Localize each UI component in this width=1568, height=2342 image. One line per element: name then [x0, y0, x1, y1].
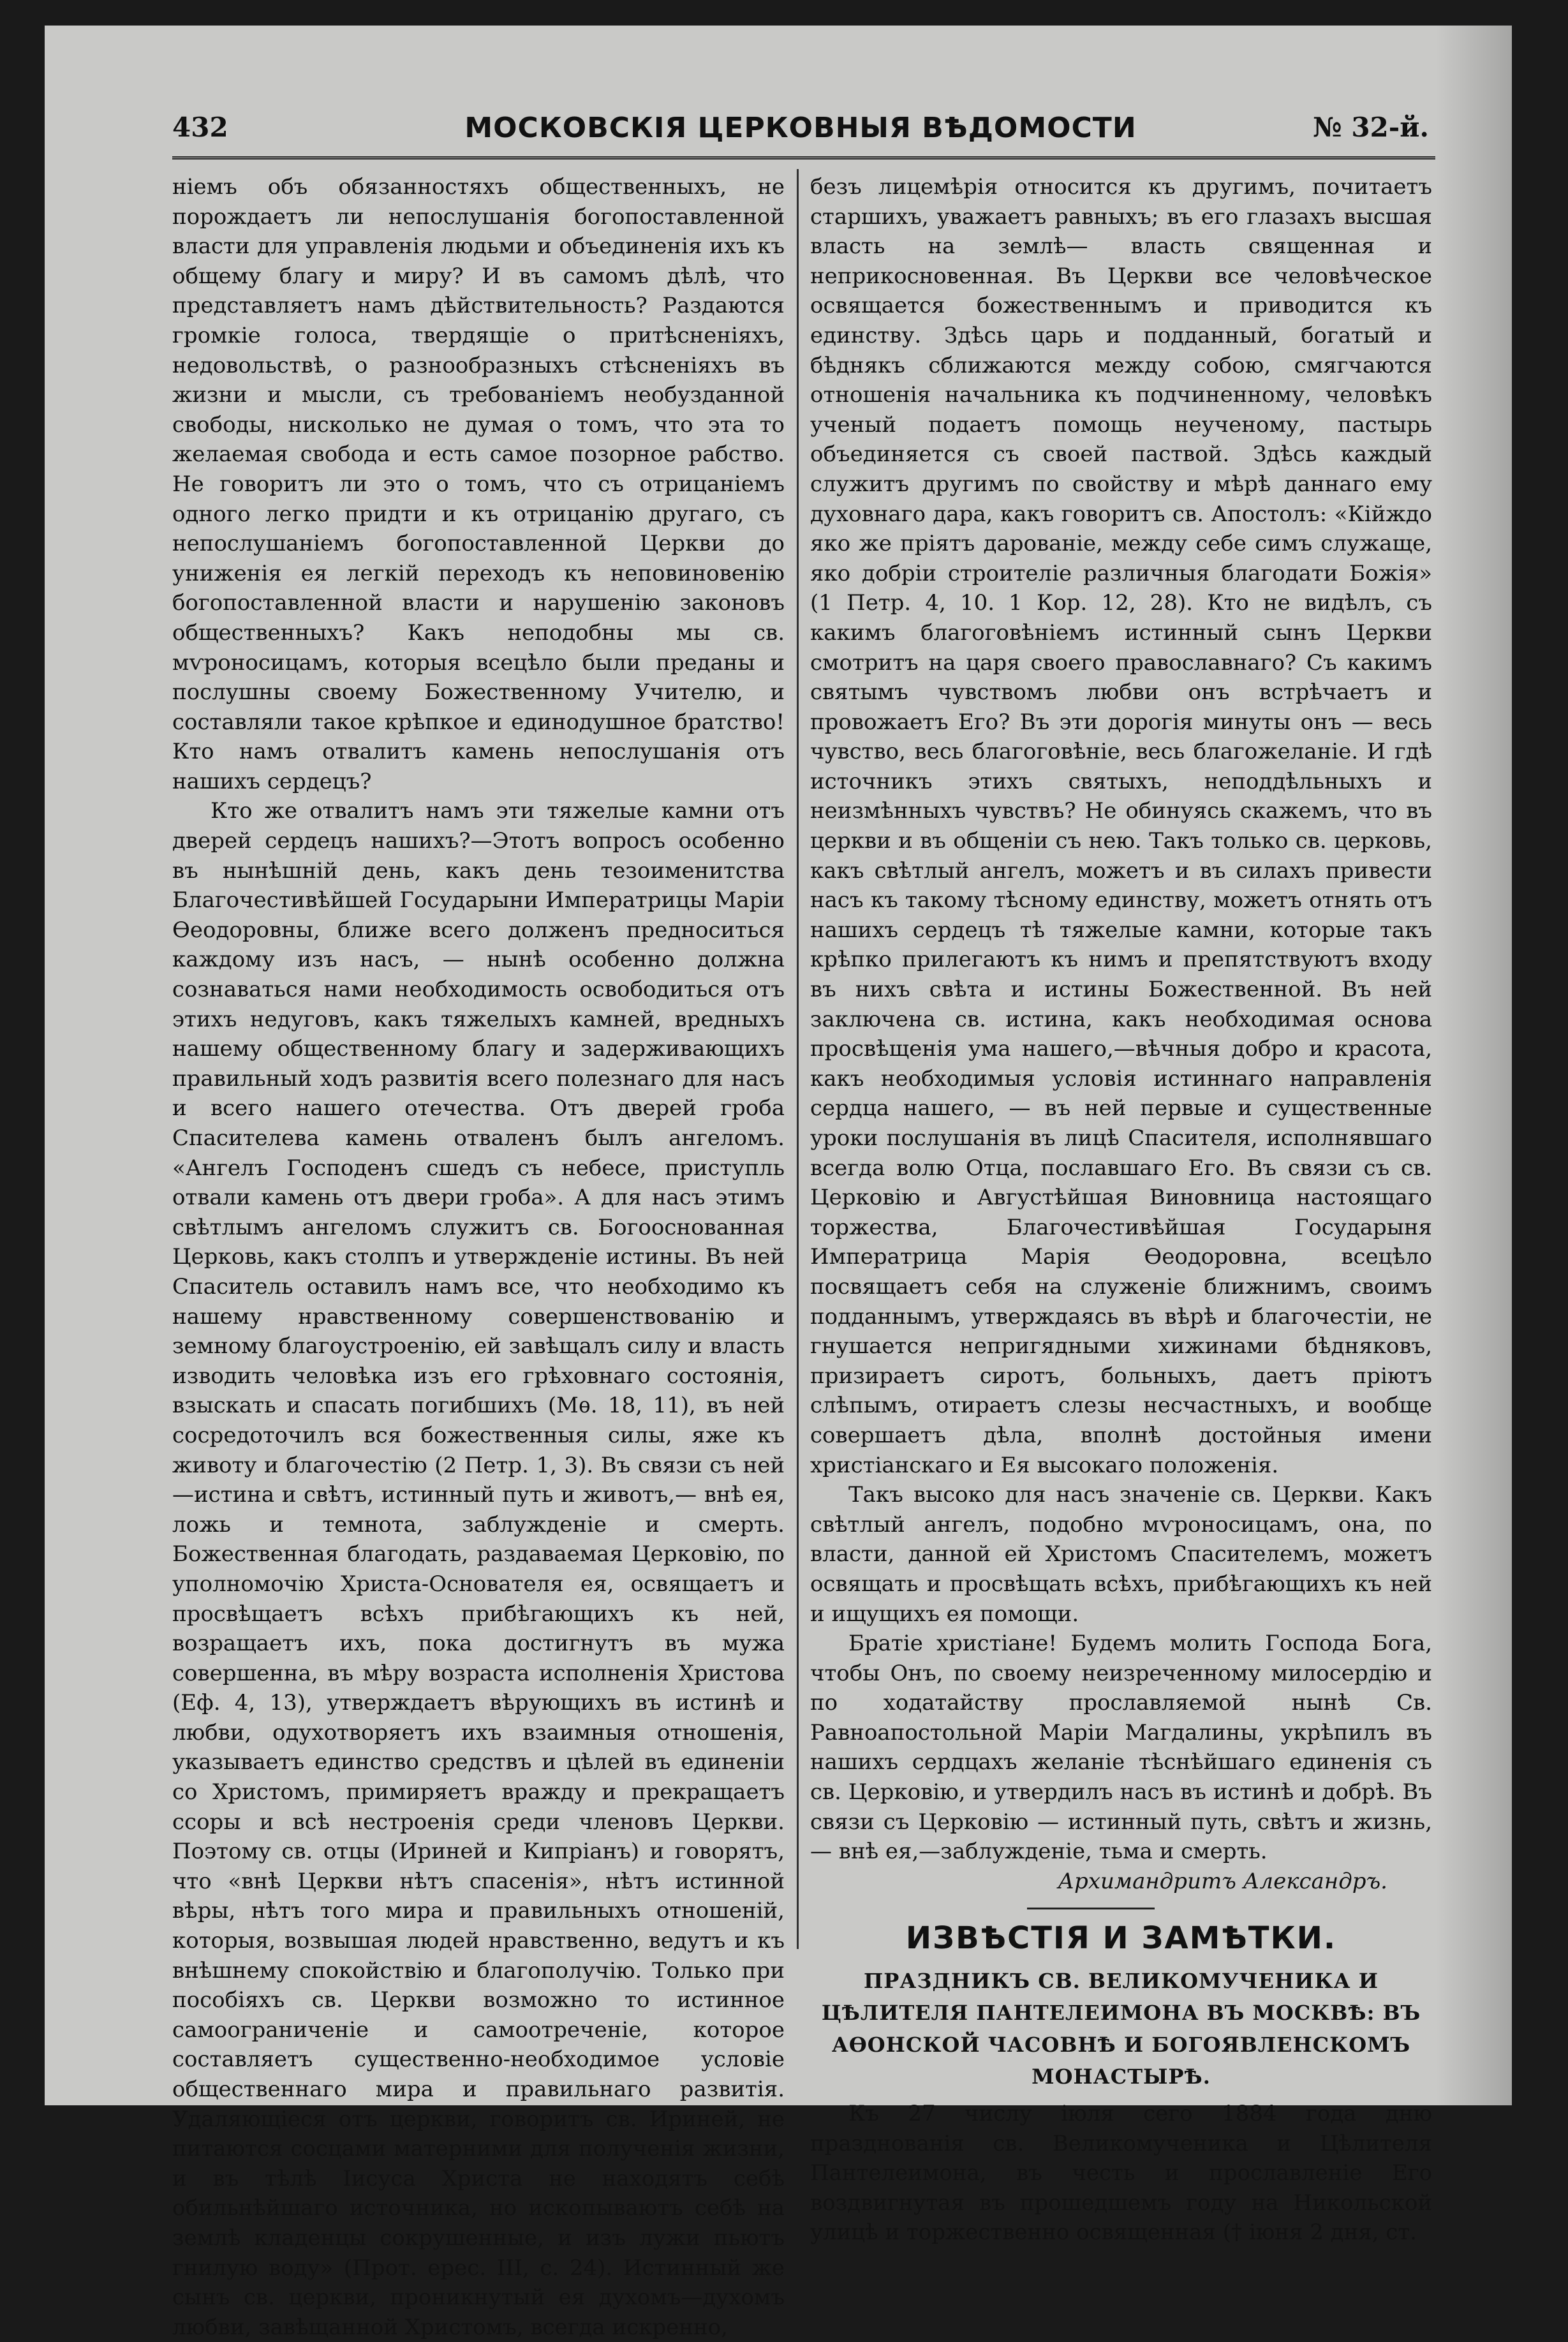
subsection-title: ПРАЗДНИКЪ СВ. ВЕЛИКОМУЧЕНИКА И ЦѢЛИТЕЛЯ ПАНТЕЛЕИМОНА ВЪ МОСКВѢ: ВЪ АѲОНСКОЙ ЧАСОВНѢ И БОГОЯВЛЕНСКОМЪ МОНАСТЫРѢ.	[821, 1969, 1421, 2089]
paragraph: безъ лицемѣрія относится къ другимъ, почитаетъ старшихъ, уважаетъ равныхъ; въ его глазахъ высшая власть на землѣ— власть священная и неприкосновенная. Въ Церкви все человѣческое освящается божественнымъ и приводится къ единству. Здѣсь царь и подданный, богатый и бѣднякъ сближаются между собою, смягчаются отношенія начальника къ подчиненному, человѣкъ ученый подаетъ помощь неученому, пастырь объединяется съ своей паствой. Здѣсь каждый служитъ другимъ по свойству и мѣрѣ даннаго ему духовнаго дара, какъ говоритъ св. Апостолъ: «Кійждо яко же пріятъ дарованіе, между себе симъ служаще, яко добріи строителіе различныя благодати Божія» (1 Петр. 4, 10. 1 Кор. 12, 28). Кто не видѣлъ, съ какимъ благоговѣніемъ истинный сынъ Церкви смотритъ на царя своего православнаго? Съ какимъ святымъ чувствомъ любви онъ встрѣчаетъ и провожаетъ Его? Въ эти дорогія минуты онъ — весь чувство, весь благоговѣніе, весь благожеланіе. И гдѣ источникъ этихъ святыхъ, неподдѣльныхъ и неизмѣнныхъ чувствъ? Не обинуясь скажемъ, что въ церкви и въ общеніи съ нею. Такъ только св. церковь, какъ свѣтлый ангелъ, можетъ и въ силахъ привести насъ къ такому тѣсному единству, можетъ отнять отъ нашихъ сердецъ тѣ тяжелые камни, которые такъ крѣпко прилегаютъ къ нимъ и препятствуютъ входу въ нихъ свѣта и истины Божественной. Въ ней заключена св. истина, какъ необходимая основа просвѣщенія ума нашего,—вѣчныя добро и красота, какъ необходимыя условія истиннаго направленія сердца нашего, — въ ней первые и существенные уроки послушанія въ лицѣ Спасителя, исполнявшаго всегда волю Отца, пославшаго Его. Въ связи съ св. Церковію и Августѣйшая Виновница настоящаго торжества, Благочестивѣйшая Государыня Императрица Марія Ѳеодоровна, всецѣло посвящаетъ себя на служеніе ближнимъ, своимъ подданнымъ, утверждаясь въ вѣрѣ и благочестіи, не гнушается непригядными хижинами бѣдняковъ, призираетъ сиротъ, больныхъ, даетъ пріютъ слѣпымъ, отираетъ слезы несчастныхъ, и вообще совершаетъ дѣла, вполнѣ достойныя имени христіанскаго и Ея высокаго положенія.	[810, 174, 1432, 1478]
page-header	[172, 112, 1429, 156]
page-shadow	[1435, 26, 1512, 2105]
paragraph: ніемъ объ обязанностяхъ общественныхъ, не порождаетъ ли непослушанія богопоставленной власти для управленія людьми и объединенія ихъ къ общему благу и миру? И въ самомъ дѣлѣ, что представляетъ намъ дѣйствительность? Раздаются громкіе голоса, твердящіе о притѣсненіяхъ, недовольствѣ, о разнообразныхъ стѣсненіяхъ въ жизни и мысли, съ требованіемъ необузданной свободы, нисколько не думая о томъ, что эта то желаемая свобода и есть самое позорное рабство. Не говоритъ ли это о томъ, что съ отрицаніемъ одного легко придти и къ отрицанію другаго, съ непослушаніемъ богопоставленной Церкви до униженія ея легкій переходъ къ неповиновенію богопоставленной власти и нарушенію законовъ общественныхъ? Какъ неподобны мы св. мѵроносицамъ, которыя всецѣло были преданы и послушны своему Божественному Учителю, и составляли такое крѣпкое и единодушное братство! Кто намъ отвалитъ камень непослушанія отъ нашихъ сердецъ?	[172, 174, 785, 794]
section-title: ИЗВѢСТІЯ И ЗАМѢТКИ.	[905, 1920, 1337, 1957]
column-divider	[797, 169, 799, 1949]
signature-rule	[1027, 1908, 1155, 1909]
paragraph: Такъ высоко для насъ значеніе св. Церкви. Какъ свѣтлый ангелъ, подобно мѵроносицамъ, она, по власти, данной ей Христомъ Спасителемъ, можетъ освящать и просвѣщать всѣхъ, прибѣгающихъ къ ней и ищущихъ ея помощи.	[810, 1482, 1432, 1627]
page-number: 432	[172, 112, 228, 143]
header-rule	[172, 156, 1435, 159]
paragraph: Братіе христіане! Будемъ молить Господа Бога, чтобы Онъ, по своему неизреченному милосердію и по ходатайству прославляемой нынѣ Св. Равноапостольной Маріи Магдалины, укрѣпилъ въ нашихъ сердцахъ желаніе тѣснѣйшаго единенія съ св. Церковію, и утвердилъ насъ въ истинѣ и добрѣ. Въ связи съ Церковію — истинный путь, свѣтъ и жизнь, — внѣ ея,—заблужденіе, тьма и смерть.	[810, 1631, 1432, 1865]
author-signature: Архимандритъ Александръ.	[1058, 1868, 1387, 1894]
newspaper-page	[45, 26, 1512, 2340]
left-column	[172, 172, 785, 2340]
paragraph: Кто же отвалитъ намъ эти тяжелые камни отъ дверей сердецъ нашихъ?—Этотъ вопросъ особенно въ нынѣшній день, какъ день тезоименитства Благочестивѣйшей Государыни Императрицы Маріи Ѳеодоровны, ближе всего долженъ предноситься каждому изъ насъ, — нынѣ особенно должна сознаваться нами необходимость освободиться отъ этихъ недуговъ, какъ тяжелыхъ камней, вредныхъ нашему общественному благу и задерживающихъ правильный ходъ развитія всего полезнаго для насъ и всего нашего отечества. Отъ дверей гроба Спасителева камень отваленъ былъ ангеломъ. «Ангелъ Господенъ сшедъ съ небесе, приступль отвали камень отъ двери гроба». А для насъ этимъ свѣтлымъ ангеломъ служитъ св. Богооснованная Церковь, какъ столпъ и утвержденіе истины. Въ ней Спаситель оставилъ намъ все, что необходимо къ нашему нравственному совершенствованію и земному благоустроенію, ей завѣщалъ силу и власть изводить человѣка изъ его грѣховнаго состоянія, взыскать и спасать погибшихъ (Мѳ. 18, 11), въ ней сосредоточилъ вся божественныя силы, яже къ животу и благочестію (2 Петр. 1, 3). Въ связи съ ней—истина и свѣтъ, истинный путь и животъ,— внѣ ея, ложь и темнота, заблужденіе и смерть. Божественная благодать, раздаваемая Церковію, по уполномочію Христа-Основателя ея, освящаетъ и просвѣщаетъ всѣхъ прибѣгающихъ къ ней, возращаетъ ихъ, пока достигнутъ въ мужа совершенна, въ мѣру возраста исполненія Христова (Еф. 4, 13), утверждаетъ вѣрующихъ въ истинѣ и любви, одухотворяетъ ихъ взаимныя отношенія, указываетъ единство средствъ и цѣлей въ единеніи со Христомъ, примиряетъ вражду и прекращаетъ ссоры и всѣ нестроенія среди членовъ Церкви. Поэтому св. отцы (Ириней и Кипріанъ) и говорятъ, что «внѣ Церкви нѣтъ спасенія», нѣтъ истинной вѣры, нѣтъ того мира и правильныхъ отношеній, которыя, возвышая людей нравственно, ведутъ и къ внѣшнему спокойствію и благополучію. Только при пособіяхъ св. Церкви возможно то истинное самоограниченіе и самоотреченіе, которое составляетъ существенно-необходимое условіе общественнаго мира и правильнаго развитія. Удаляющіеся отъ церкви, говоритъ св. Ириней, не питаются сосцами матерними для полученія жизни, и въ тѣлѣ Іисуса Христа не находятъ себѣ обильнѣйшаго источника, но ископываютъ себѣ на землѣ кладенцы сокрушенные, и изъ лужи пьютъ гнилую воду» (Прот. ерес. III, с. 24). Истинный же сынъ св. церкви, проникнутый ея духомъ—духомъ любви, завѣщанной Христомъ, всегда искренно,	[172, 798, 785, 2340]
news-paragraph: Къ 27 числу іюля сего 1884 года дню празднованія св. Великомученика и Цѣлителя Пантелеимона, въ честь и прославленіе Его воздвигнутая въ прошедшемъ году на Никольской улицѣ и торжественно освященная († іюня 2 дня, ст.	[810, 2101, 1432, 2246]
right-column	[810, 172, 1432, 2246]
issue-number: № 32-й.	[1313, 112, 1429, 143]
journal-title: МОСКОВСКІЯ ЦЕРКОВНЫЯ ВѢДОМОСТИ	[464, 112, 1137, 144]
